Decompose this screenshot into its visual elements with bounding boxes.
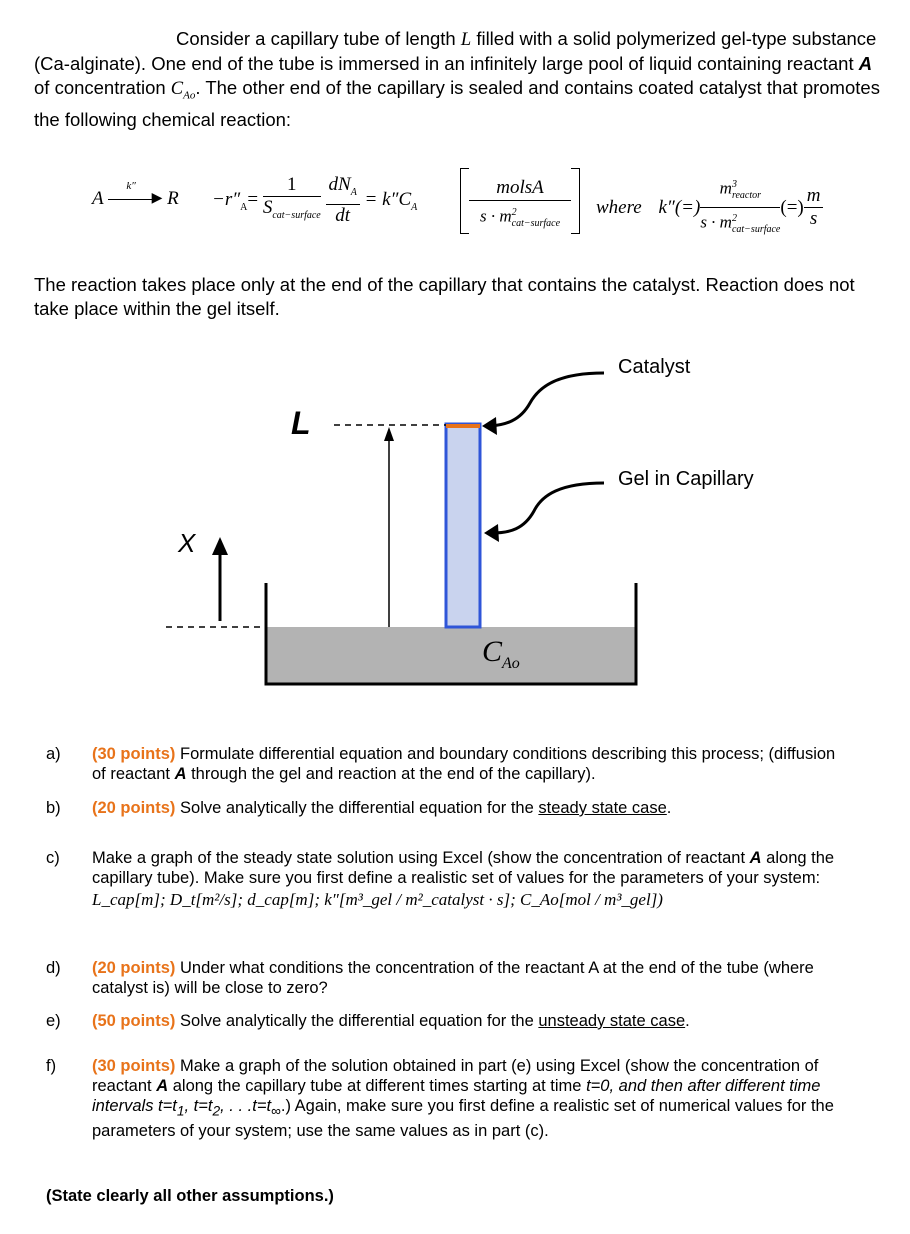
capillary-figure (0, 345, 910, 695)
catalyst-label: Catalyst (618, 356, 691, 378)
x-label: X (178, 528, 196, 558)
capillary-diagram (0, 345, 910, 695)
reaction-location-paragraph: The reaction takes place only at the end of the capillary that contains the catalyst. Reaction does not take place within the gel itself. (34, 274, 855, 319)
units-bracket: molsA $s \cdot m^2_{cat-surface}$ (460, 168, 580, 234)
parameters-list: L_cap[m]; D_t[m²/s]; d_cap[m]; k″[m³_gel / m²_catalyst · s]; C_Ao[mol / m³_gel]) (92, 890, 663, 909)
CAo-label: $C_{Ao}$ (482, 635, 520, 672)
intro-text-1: Consider a capillary tube of length (176, 28, 456, 49)
intro-L-symbol: L (460, 30, 472, 50)
gel-label: Gel in Capillary (618, 468, 754, 490)
rate-fraction-2: $\frac{dN_A}{dt}$ (326, 174, 360, 227)
intro-text-2: filled with a solid polymerized gel-type substance (Ca-alginate). One end of the tube is immersed in an infinitely large pool of liquid containing reactant (34, 28, 877, 74)
L-label: L (291, 405, 311, 441)
catalyst-pointer-arrow (490, 373, 604, 426)
intro-paragraph (34, 27, 884, 132)
intro-A-symbol: A (858, 53, 873, 74)
reactant-pool (266, 627, 636, 684)
reaction-equation: A ▶ k″ R (92, 180, 179, 209)
intro-text-3: of concentration (34, 77, 166, 98)
intro-text-4: . The other end of the capillary is sealed and contains coated catalyst that promotes the following chemical reaction: (34, 77, 880, 130)
intro-CAo-symbol: $C_{Ao}$ (170, 79, 196, 102)
rate-fraction-1: $\frac{1}{S_{cat-surface}}$ (262, 174, 321, 221)
catalyst-layer (446, 424, 480, 428)
rate-expression: $-r''_A=$ $\frac{1}{S_{cat-surface}}$ $\frac{dN_A}{dt}$ = $k''C_A$ (212, 174, 418, 226)
assumptions-note: (State clearly all other assumptions.) (46, 1187, 334, 1205)
gel-pointer-arrow (492, 483, 604, 533)
equation-line (0, 168, 910, 243)
k-units: where k″(=) $\frac{m^3_{reactor}}{s \cdot m^2_{cat-surface}}$ (=) $\frac{m}{s}$ (596, 174, 823, 241)
gel-in-capillary (446, 424, 480, 627)
